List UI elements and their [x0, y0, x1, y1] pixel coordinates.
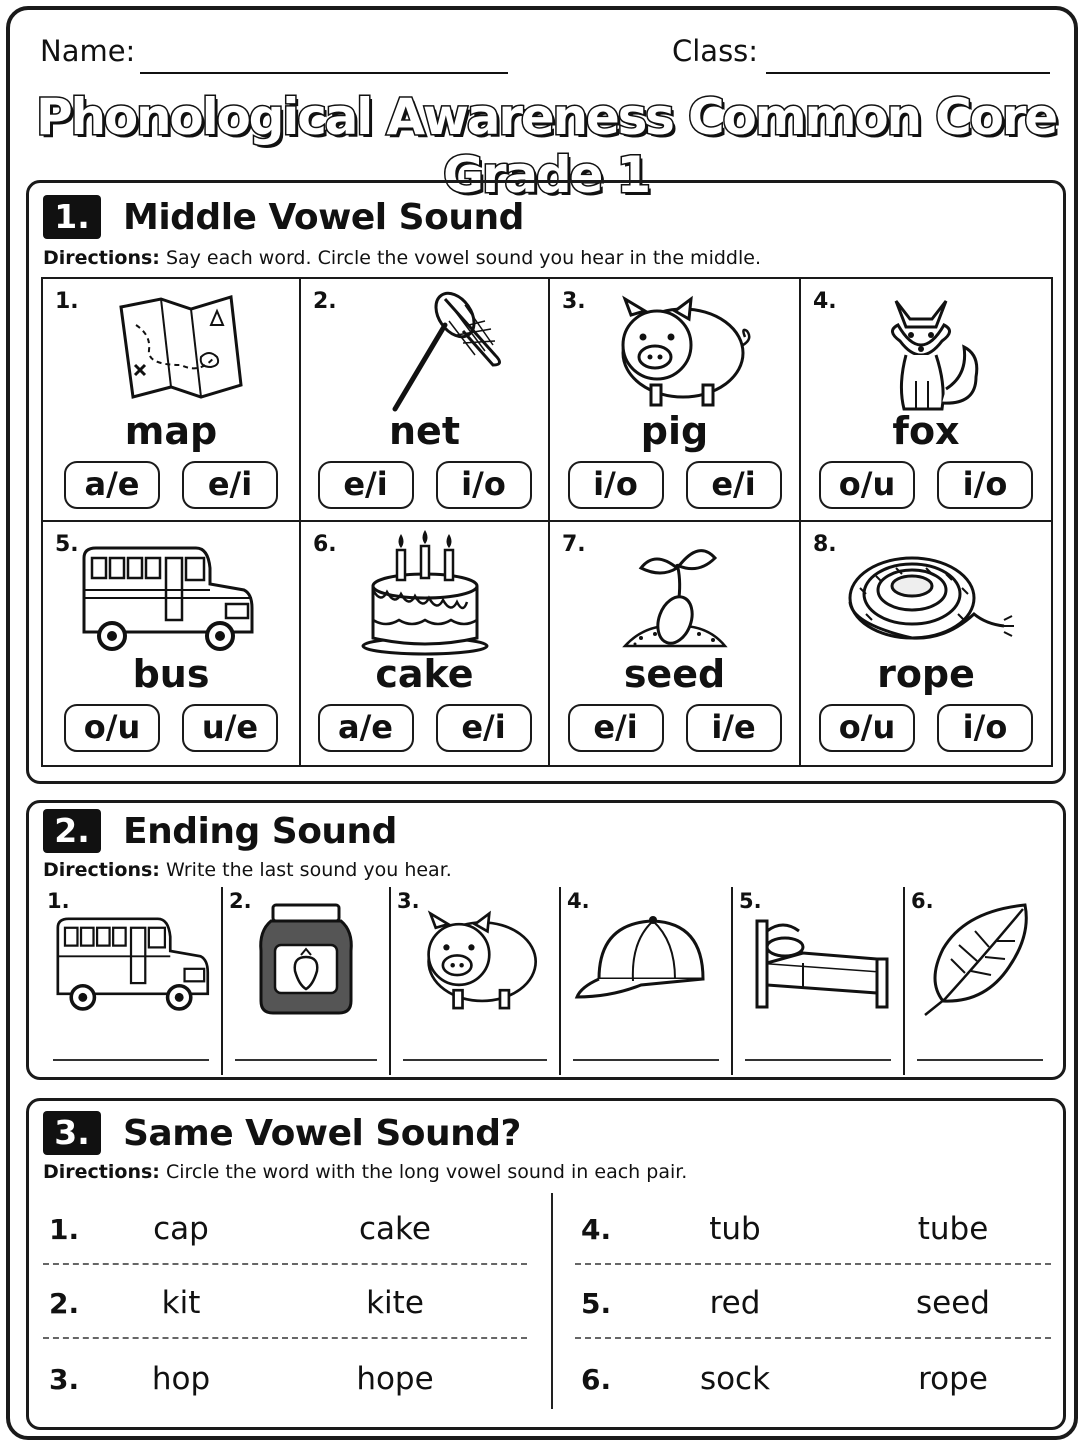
item-number: 4. — [813, 289, 837, 314]
choice-row — [43, 461, 299, 509]
cap-icon — [571, 901, 721, 1017]
pair-word[interactable]: kite — [366, 1285, 424, 1321]
choice-row — [801, 461, 1051, 509]
item-number: 3. — [562, 289, 586, 314]
choice-option[interactable]: i/e — [686, 704, 782, 752]
pair-word[interactable]: red — [709, 1285, 761, 1321]
section-title: Same Vowel Sound? — [123, 1112, 521, 1154]
directions-label: Directions: — [43, 859, 160, 881]
pair-number: 3. — [49, 1363, 80, 1396]
section-middle-vowel — [26, 180, 1066, 784]
choice-option[interactable]: a/e — [64, 461, 160, 509]
section-same-vowel — [26, 1098, 1066, 1430]
jam-jar-icon — [231, 901, 381, 1017]
vowel-item — [801, 279, 1051, 522]
row-divider — [43, 1263, 527, 1265]
choice-option[interactable]: i/o — [937, 704, 1033, 752]
section-header — [43, 195, 524, 239]
pair-number: 4. — [581, 1213, 612, 1246]
pair-word[interactable]: rope — [918, 1361, 988, 1397]
ending-sound-row — [41, 887, 1055, 1075]
directions — [43, 859, 452, 881]
item-number: 1. — [47, 889, 70, 913]
vowel-item — [301, 279, 550, 522]
choice-option[interactable]: i/o — [436, 461, 532, 509]
directions-text: Say each word. Circle the vowel sound you hear in the middle. — [165, 247, 761, 269]
pair-number: 1. — [49, 1213, 80, 1246]
row-divider — [575, 1337, 1051, 1339]
worksheet-page — [6, 6, 1078, 1440]
section-number: 1. — [43, 195, 101, 239]
cake-icon — [345, 528, 505, 658]
item-word: cake — [375, 652, 474, 696]
directions-label: Directions: — [43, 1161, 160, 1183]
ending-item — [391, 887, 561, 1075]
vowel-item — [550, 522, 801, 765]
page-title: Phonological Awareness Common Core Grade 1 — [36, 88, 1056, 204]
item-word: net — [389, 409, 460, 453]
leaf-icon — [905, 901, 1055, 1017]
section-title: Ending Sound — [123, 810, 397, 852]
choice-option[interactable]: e/i — [686, 461, 782, 509]
bed-icon — [743, 901, 893, 1017]
item-number: 2. — [313, 289, 337, 314]
ending-item — [905, 887, 1055, 1075]
item-word: rope — [877, 652, 975, 696]
bus-icon — [73, 528, 259, 658]
word-pair — [43, 1273, 527, 1337]
word-pair — [575, 1349, 1059, 1413]
section-number: 3. — [43, 1111, 101, 1155]
word-pair — [575, 1273, 1059, 1337]
item-number: 5. — [55, 532, 79, 557]
pair-word[interactable]: hop — [151, 1361, 211, 1397]
choice-row — [801, 704, 1051, 752]
pair-number: 5. — [581, 1287, 612, 1320]
net-icon — [345, 285, 505, 415]
name-class-row — [40, 30, 1044, 74]
pair-word[interactable]: kit — [161, 1285, 201, 1321]
directions-label: Directions: — [43, 247, 160, 269]
section-ending-sound — [26, 800, 1066, 1080]
section-header — [43, 1111, 521, 1155]
pair-word[interactable]: cap — [153, 1211, 209, 1247]
pig-icon — [400, 901, 550, 1017]
item-number: 6. — [313, 532, 337, 557]
vowel-item — [43, 522, 301, 765]
item-word: fox — [892, 409, 960, 453]
choice-row — [301, 461, 548, 509]
choice-option[interactable]: u/e — [182, 704, 278, 752]
row-divider — [43, 1337, 527, 1339]
vowel-item — [43, 279, 301, 522]
item-number: 6. — [911, 889, 934, 913]
directions — [43, 247, 761, 269]
name-label: Name: — [40, 34, 136, 68]
choice-option[interactable]: o/u — [819, 461, 915, 509]
item-number: 4. — [567, 889, 590, 913]
vowel-item — [301, 522, 550, 765]
pair-word[interactable]: cake — [359, 1211, 431, 1247]
choice-option[interactable]: o/u — [64, 704, 160, 752]
pair-number: 2. — [49, 1287, 80, 1320]
pair-number: 6. — [581, 1363, 612, 1396]
pair-word[interactable]: tube — [917, 1211, 989, 1247]
item-number: 5. — [739, 889, 762, 913]
choice-option[interactable]: i/o — [568, 461, 664, 509]
choice-option[interactable]: o/u — [819, 704, 915, 752]
section-header — [43, 809, 397, 853]
row-divider — [575, 1263, 1051, 1265]
item-number: 8. — [813, 532, 837, 557]
answer-line[interactable] — [745, 1059, 891, 1061]
class-label: Class: — [672, 34, 759, 68]
choice-row — [43, 704, 299, 752]
bus-icon — [48, 901, 214, 1017]
word-pair — [43, 1199, 527, 1263]
directions-text: Write the last sound you hear. — [165, 859, 452, 881]
word-pair — [575, 1199, 1059, 1263]
item-number: 7. — [562, 532, 586, 557]
ending-item — [733, 887, 905, 1075]
item-number: 1. — [55, 289, 79, 314]
answer-line[interactable] — [917, 1059, 1043, 1061]
answer-line[interactable] — [573, 1059, 719, 1061]
ending-item — [223, 887, 391, 1075]
vowel-grid — [41, 277, 1053, 767]
fox-icon — [846, 285, 1006, 415]
section-title: Middle Vowel Sound — [123, 196, 524, 238]
choice-option[interactable]: e/i — [436, 704, 532, 752]
answer-line[interactable] — [53, 1059, 209, 1061]
column-divider — [551, 1193, 553, 1409]
choice-option[interactable]: e/i — [568, 704, 664, 752]
seed-icon — [595, 528, 755, 658]
item-number: 2. — [229, 889, 252, 913]
word-pair — [43, 1349, 527, 1413]
choice-option[interactable]: e/i — [318, 461, 414, 509]
pair-word[interactable]: tub — [709, 1211, 761, 1247]
choice-row — [301, 704, 548, 752]
map-icon — [91, 285, 251, 415]
item-word: map — [124, 409, 218, 453]
item-word: seed — [623, 652, 726, 696]
section-number: 2. — [43, 809, 101, 853]
pair-word[interactable]: seed — [916, 1285, 990, 1321]
choice-option[interactable]: i/o — [937, 461, 1033, 509]
rope-icon — [836, 528, 1016, 658]
directions-text: Circle the word with the long vowel sound in each pair. — [165, 1161, 688, 1183]
vowel-item — [550, 279, 801, 522]
choice-row — [550, 461, 799, 509]
item-word: pig — [640, 409, 709, 453]
choice-option[interactable]: e/i — [182, 461, 278, 509]
pig-icon — [595, 285, 755, 415]
class-field[interactable] — [766, 72, 1050, 74]
pair-word[interactable]: sock — [699, 1361, 771, 1397]
item-word: bus — [132, 652, 210, 696]
choice-row — [550, 704, 799, 752]
item-number: 3. — [397, 889, 420, 913]
answer-line[interactable] — [403, 1059, 547, 1061]
ending-item — [561, 887, 733, 1075]
answer-line[interactable] — [235, 1059, 377, 1061]
pair-word[interactable]: hope — [356, 1361, 434, 1397]
choice-option[interactable]: a/e — [318, 704, 414, 752]
name-field[interactable] — [140, 72, 508, 74]
directions — [43, 1161, 687, 1183]
vowel-item — [801, 522, 1051, 765]
ending-item — [41, 887, 223, 1075]
